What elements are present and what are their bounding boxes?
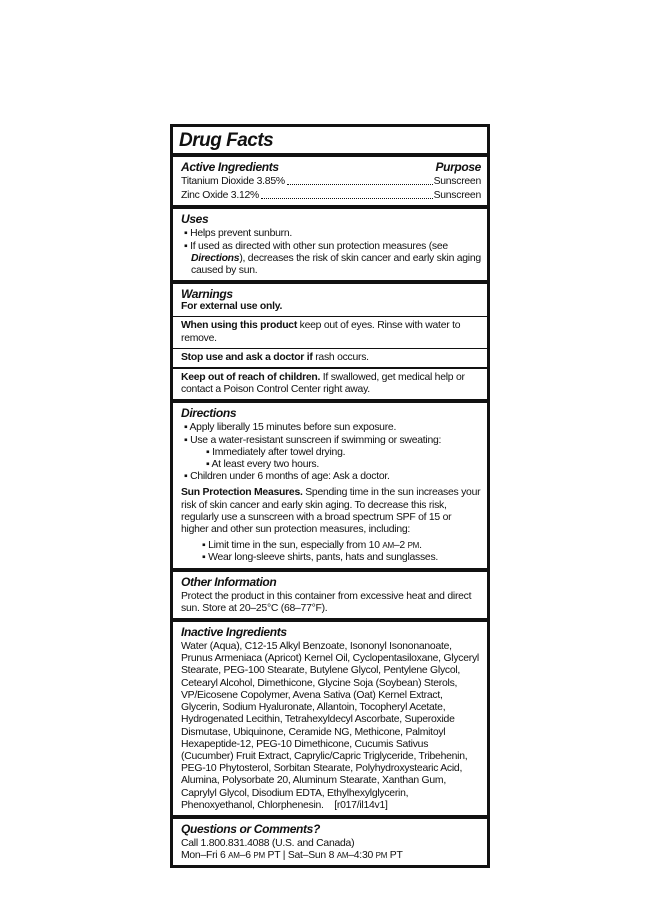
formula-code: [r017/il14v1] <box>334 799 388 811</box>
other-information-text: Protect the product in this container from excessive heat and direct sun. Store at 20–25°C (68–77°F). <box>181 590 472 614</box>
purpose-heading: Purpose <box>435 160 481 174</box>
uses-item: ▪ If used as directed with other sun protection measures (see Directions), decreases the risk of skin cancer and early skin aging caused by sun. <box>184 240 481 277</box>
questions-heading: Questions or Comments? <box>181 821 320 836</box>
directions-item: ▪ Children under 6 months of age: Ask a doctor. <box>184 471 390 483</box>
ingredient-row <box>181 190 481 202</box>
stop-use-warning: Stop use and ask a doctor if rash occurs. <box>173 348 487 367</box>
protection-measure-item: ▪ Wear long-sleeve shirts, pants, hats and sunglasses. <box>202 552 439 564</box>
directions-section <box>173 399 487 567</box>
active-ingredients-heading: Active Ingredients <box>181 160 279 174</box>
ingredient-name: Titanium Dioxide 3.85% <box>181 176 285 187</box>
active-ingredients-section <box>173 153 487 205</box>
ingredient-name: Zinc Oxide 3.12% <box>181 190 260 202</box>
directions-subitem: ▪ At least every two hours. <box>206 459 320 471</box>
ingredient-row <box>181 176 481 188</box>
questions-section <box>173 815 487 865</box>
warnings-section <box>173 280 487 316</box>
inactive-ingredients-section <box>173 618 487 815</box>
ingredient-purpose: Sunscreen <box>433 176 481 187</box>
directions-item: ▪ Apply liberally 15 minutes before sun exposure. <box>184 422 397 434</box>
inactive-ingredients-heading: Inactive Ingredients <box>181 625 287 640</box>
external-use-warning: For external use only. <box>181 301 283 313</box>
warnings-heading: Warnings <box>181 287 233 302</box>
uses-section <box>173 205 487 280</box>
uses-heading: Uses <box>181 212 209 227</box>
directions-heading: Directions <box>181 406 237 421</box>
phone-line: Call 1.800.831.4088 (U.S. and Canada) <box>181 837 355 849</box>
leader-dots <box>287 184 433 185</box>
keep-out-of-reach-warning: Keep out of reach of children. If swallowed, get medical help or contact a Poison Control Center right away. <box>173 367 487 399</box>
ingredient-purpose: Sunscreen <box>433 190 481 202</box>
directions-subitem: ▪ Immediately after towel drying. <box>206 446 346 458</box>
directions-item: ▪ Use a water-resistant sunscreen if swimming or sweating: <box>184 434 442 446</box>
drug-facts-panel <box>170 124 490 868</box>
other-information-section <box>173 568 487 618</box>
hours-line: Mon–Fri 6 AM–6 PM PT | Sat–Sun 8 AM–4:30 PM PT <box>181 850 403 862</box>
drug-facts-title: Drug Facts <box>179 130 274 151</box>
inactive-ingredients-text: Water (Aqua), C12-15 Alkyl Benzoate, Isononyl Isononanoate, Prunus Armeniaca (Apricot) Kernel Oil, Cyclopentasiloxane, Glyceryl Stearate, PEG-100 Stearate, Butylene Glycol, Pentylene Glycol, Cetearyl Alcohol, Dimethicone, Glycine Soja (Soybean) Sterols, VP/Eicosene Copolymer, Avena Sativa (Oat) Kernel Extract, Glycerin, Sodium Hyaluronate, Allantoin, Tocopheryl Acetate, Hydrogenated Lecithin, Tetrahexyldecyl Ascorbate, Superoxide Dismutase, Ubiquinone, Ceramide NG, Methicone, Palmitoyl Hexapeptide-12, PEG-10 Dimethicone, Cucumis Sativus (Cucumber) Fruit Extract, Caprylic/Capric Triglyceride, Tribehenin, PEG-10 Phytosterol, Sorbitan Stearate, Polyhydroxystearic Acid, Alumina, Polysorbate 20, Aluminum Stearate, Xanthan Gum, Caprylyl Glycol, Disodium EDTA, Ethylhexylglycerin, Phenoxyethanol, Chlorphenesin. [r017/il14v1] <box>181 641 479 811</box>
active-ingredients-header <box>181 160 481 174</box>
sun-protection-measures: Sun Protection Measures. Spending time in the sun increases your risk of skin cancer and early skin aging. To decrease this risk, regularly use a sunscreen with a broad spectrum SPF of 15 or higher and other sun protection measures, including: <box>181 487 481 536</box>
protection-measure-item: ▪ Limit time in the sun, especially from 10 AM–2 PM. <box>202 540 422 552</box>
when-using-warning: When using this product keep out of eyes. Rinse with water to remove. <box>173 316 487 347</box>
other-information-heading: Other Information <box>181 574 277 589</box>
leader-dots <box>261 198 433 199</box>
uses-item: ▪ Helps prevent sunburn. <box>184 228 293 240</box>
directions-reference: Directions <box>191 252 240 264</box>
